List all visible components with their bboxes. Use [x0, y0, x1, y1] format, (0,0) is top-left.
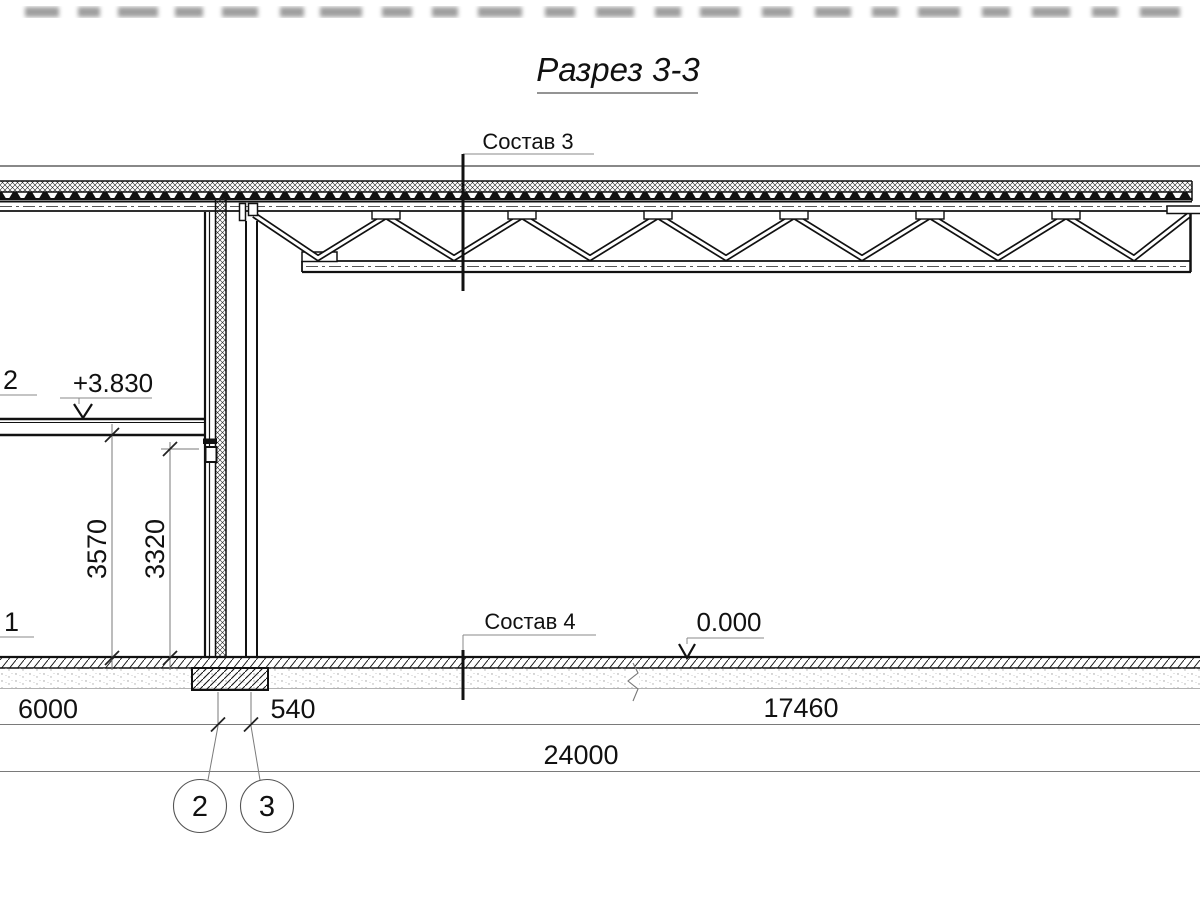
foundation-block	[192, 668, 268, 690]
dim-540: 540	[270, 694, 316, 724]
grid-axes	[174, 726, 294, 833]
embed-detail	[206, 447, 217, 462]
dim-3570: 3570	[82, 518, 112, 580]
position-label-2: 2	[3, 365, 19, 395]
vertical-dimensions	[82, 424, 199, 670]
corbel-plate	[203, 439, 217, 445]
cropped-text-row	[25, 7, 1180, 17]
sostav-4-label: Состав 4	[484, 609, 576, 634]
elevation-mark-zero	[679, 607, 764, 658]
dim-3320: 3320	[140, 518, 170, 580]
subbase-layer	[0, 668, 1200, 688]
roof-insulation-layer	[0, 181, 1192, 192]
top-gusset-plates	[372, 211, 1080, 219]
elevation-arrow-icon	[74, 404, 92, 418]
sostav-3-label: Состав 3	[482, 129, 574, 154]
horizontal-dimensions	[0, 692, 1200, 772]
roof-truss	[240, 204, 1200, 273]
title-block	[536, 51, 700, 93]
grid-bubble-2: 2	[191, 791, 209, 823]
floor-screed-hatch	[0, 658, 1200, 669]
dim-24000: 24000	[543, 740, 619, 770]
position-labels	[0, 365, 37, 637]
dim-6000: 6000	[17, 694, 79, 724]
wall-assembly	[205, 198, 257, 657]
dim-17460: 17460	[763, 693, 839, 723]
floor-slab	[0, 419, 217, 462]
truss-web-diagonals	[254, 215, 1189, 258]
elevation-zero-value: 0.000	[696, 607, 762, 637]
grid-bubble-3: 3	[258, 791, 276, 823]
wall-panel-hatch	[216, 198, 227, 657]
sostav-3-mark	[463, 129, 594, 291]
elevation-upper-value: +3.830	[72, 368, 154, 398]
elevation-mark-upper	[60, 368, 153, 418]
profiled-deck-layer	[0, 192, 1192, 200]
drawing-title: Разрез 3-3	[536, 51, 700, 88]
right-bracket	[1167, 206, 1200, 214]
ground-slab	[0, 657, 1200, 701]
roof-assembly	[0, 166, 1200, 211]
position-label-1: 1	[4, 607, 20, 637]
